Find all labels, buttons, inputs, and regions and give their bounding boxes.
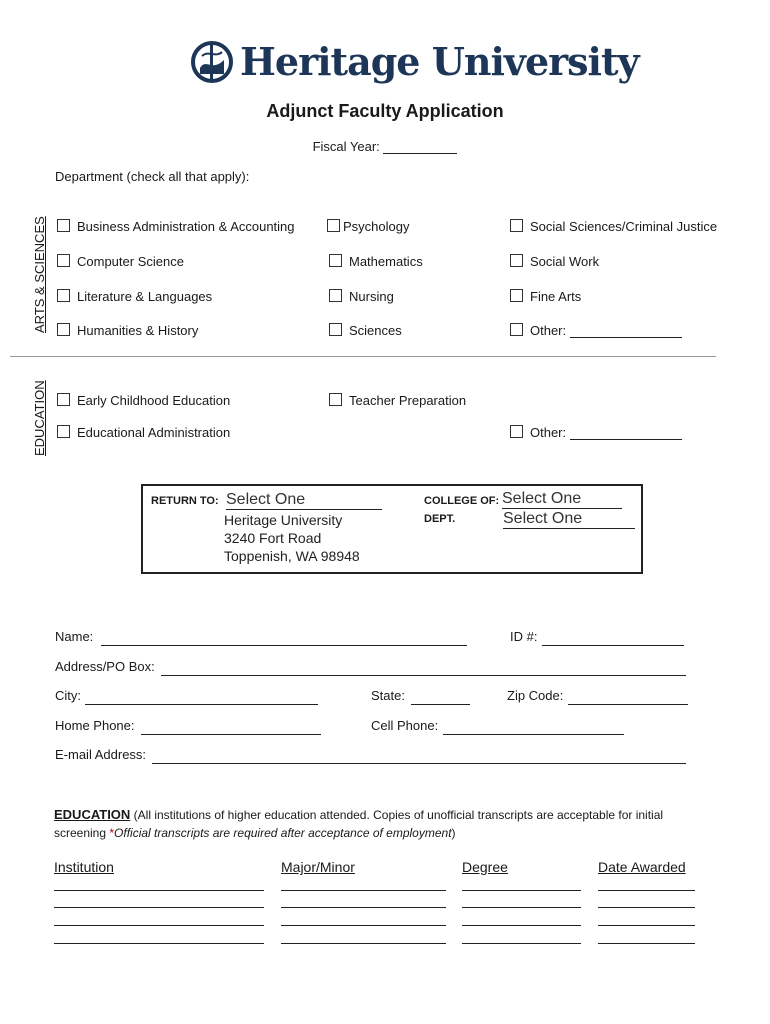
page-title: Adjunct Faculty Application [266, 101, 504, 121]
checkbox-icon[interactable] [329, 393, 342, 406]
col-major-minor: Major/Minor [281, 859, 355, 875]
zip-field[interactable] [568, 704, 688, 705]
option-label: Social Sciences/Criminal Justice [530, 219, 718, 234]
degree-line[interactable] [462, 890, 581, 891]
date-line[interactable] [598, 943, 695, 944]
dept-select[interactable]: Select One [503, 510, 635, 529]
checkbox-icon[interactable] [510, 219, 523, 232]
option-label: Nursing [349, 289, 394, 304]
option-label: Early Childhood Education [77, 393, 231, 408]
return-to-select[interactable]: Select One [226, 491, 382, 510]
major-line[interactable] [281, 907, 446, 908]
option-mathematics[interactable] [329, 254, 423, 269]
option-label: Psychology [343, 219, 410, 234]
city-label: City: [55, 688, 81, 703]
fiscal-year-label: Fiscal Year: [312, 139, 380, 154]
logo [190, 38, 639, 86]
checkbox-icon[interactable] [510, 254, 523, 267]
option-literature[interactable] [57, 289, 212, 304]
home-phone-label: Home Phone: [55, 718, 135, 733]
section-divider [10, 356, 716, 357]
email-label: E-mail Address: [55, 747, 147, 762]
col-date-awarded: Date Awarded [598, 859, 686, 875]
checkbox-icon[interactable] [57, 219, 70, 232]
option-other-arts[interactable] [510, 323, 682, 338]
checkbox-icon[interactable] [329, 289, 342, 302]
home-phone-field[interactable] [141, 734, 321, 735]
date-line[interactable] [598, 907, 695, 908]
city-field[interactable] [85, 704, 318, 705]
date-line[interactable] [598, 925, 695, 926]
cell-phone-field[interactable] [443, 734, 624, 735]
education-heading: EDUCATION [54, 807, 131, 822]
major-line[interactable] [281, 890, 446, 891]
option-label: Teacher Preparation [349, 393, 467, 408]
option-ed-admin[interactable] [57, 425, 230, 440]
logo-text: Heritage University [240, 39, 639, 84]
checkbox-icon[interactable] [57, 289, 70, 302]
option-label: Sciences [349, 323, 402, 338]
dept-label: DEPT. [424, 513, 456, 525]
col-degree: Degree [462, 859, 508, 875]
option-fine-arts[interactable] [510, 289, 581, 304]
other-arts-field[interactable] [570, 323, 682, 338]
date-line[interactable] [598, 890, 695, 891]
fiscal-year [0, 139, 770, 154]
major-line[interactable] [281, 943, 446, 944]
option-business[interactable] [57, 219, 295, 234]
college-of-label: COLLEGE OF: [424, 495, 500, 507]
checkbox-icon[interactable] [57, 393, 70, 406]
institution-line[interactable] [54, 925, 264, 926]
education-text-italic: Official transcripts are required after acceptance of employment [114, 826, 452, 840]
option-label: Other: [530, 323, 567, 338]
option-label: Social Work [530, 254, 600, 269]
id-field[interactable] [542, 645, 684, 646]
checkbox-icon[interactable] [57, 323, 70, 336]
other-education-field[interactable] [570, 425, 682, 440]
name-label: Name: [55, 629, 94, 644]
option-computer-science[interactable] [57, 254, 184, 269]
zip-label: Zip Code: [507, 688, 564, 703]
checkbox-icon[interactable] [510, 323, 523, 336]
option-label: Computer Science [77, 254, 184, 269]
checkbox-icon[interactable] [57, 254, 70, 267]
institution-line[interactable] [54, 943, 264, 944]
education-text-1: (All institutions of higher education attended. Copies of unofficial transcripts are acceptable for initial screening [54, 808, 664, 840]
education-instructions [54, 806, 694, 842]
department-label: Department (check all that apply): [55, 169, 250, 184]
degree-line[interactable] [462, 907, 581, 908]
address-line-3: Toppenish, WA 98948 [224, 548, 360, 564]
arts-sciences-label: ARTS & SCIENCES [32, 216, 47, 333]
checkbox-icon[interactable] [327, 219, 340, 232]
address-line-2: 3240 Fort Road [224, 530, 322, 546]
major-line[interactable] [281, 925, 446, 926]
option-label: Mathematics [349, 254, 423, 269]
option-psychology[interactable] [327, 219, 409, 234]
option-social-work[interactable] [510, 254, 599, 269]
checkbox-icon[interactable] [57, 425, 70, 438]
checkbox-icon[interactable] [510, 289, 523, 302]
id-label: ID #: [510, 629, 538, 644]
return-to-label: RETURN TO: [151, 495, 219, 507]
heritage-logo-icon [190, 38, 234, 86]
address-field[interactable] [161, 675, 686, 676]
education-section-label: EDUCATION [32, 380, 47, 456]
option-teacher-prep[interactable] [329, 393, 466, 408]
option-label: Literature & Languages [77, 289, 213, 304]
education-text-2: ) [451, 826, 456, 840]
option-humanities[interactable] [57, 323, 198, 338]
checkbox-icon[interactable] [329, 323, 342, 336]
asterisk: * [109, 826, 115, 840]
name-field[interactable] [101, 645, 467, 646]
college-select[interactable]: Select One [502, 490, 622, 509]
institution-line[interactable] [54, 907, 264, 908]
option-other-education[interactable] [510, 425, 682, 440]
address-label: Address/PO Box: [55, 659, 155, 674]
option-label: Business Administration & Accounting [77, 219, 295, 234]
degree-line[interactable] [462, 925, 581, 926]
checkbox-icon[interactable] [329, 254, 342, 267]
fiscal-year-field[interactable] [383, 139, 457, 154]
state-label: State: [371, 688, 405, 703]
checkbox-icon[interactable] [510, 425, 523, 438]
option-label: Fine Arts [530, 289, 582, 304]
option-nursing[interactable] [329, 289, 394, 304]
option-label: Educational Administration [77, 425, 231, 440]
email-field[interactable] [152, 763, 686, 764]
address-line-1: Heritage University [224, 512, 343, 528]
option-sciences[interactable] [329, 323, 402, 338]
option-label: Humanities & History [77, 323, 199, 338]
col-institution: Institution [54, 859, 114, 875]
state-field[interactable] [411, 704, 470, 705]
degree-line[interactable] [462, 943, 581, 944]
cell-phone-label: Cell Phone: [371, 718, 439, 733]
option-label: Other: [530, 425, 567, 440]
option-early-childhood[interactable] [57, 393, 230, 408]
institution-line[interactable] [54, 890, 264, 891]
option-social-sciences[interactable] [510, 219, 717, 234]
